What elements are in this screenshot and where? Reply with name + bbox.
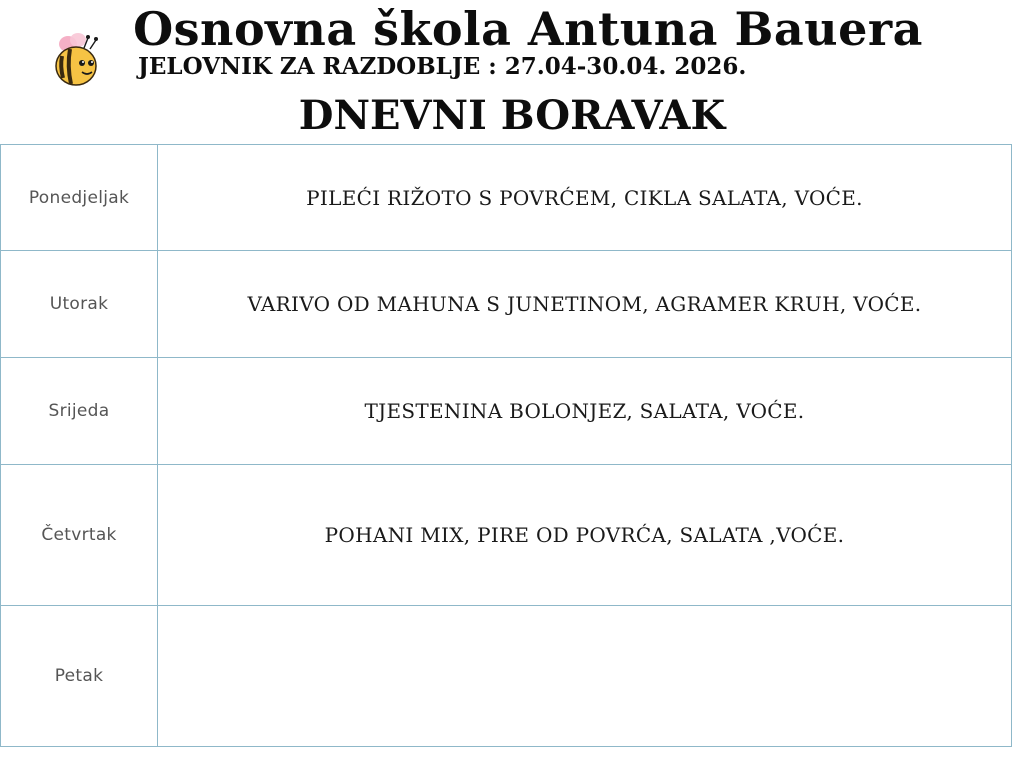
day-label: Četvrtak: [1, 465, 158, 606]
day-label: Srijeda: [1, 358, 158, 465]
table-row: [1, 251, 1012, 358]
program-title: DNEVNI BORAVAK: [298, 92, 726, 139]
day-label: Utorak: [1, 251, 158, 358]
table-row: [1, 606, 1012, 747]
meal-description: POHANI MIX, PIRE OD POVRĆA, SALATA ,VOĆE.: [158, 465, 1012, 606]
day-label: Ponedjeljak: [1, 145, 158, 251]
meal-description: PILEĆI RIŽOTO S POVRĆEM, CIKLA SALATA, VOĆE.: [158, 145, 1012, 251]
menu-table: [0, 144, 1012, 747]
table-row: [1, 145, 1012, 251]
page-header: [0, 0, 1024, 144]
meal-description: [158, 606, 1012, 747]
day-label: Petak: [1, 606, 158, 747]
table-row: [1, 465, 1012, 606]
school-name: Osnovna škola Antuna Bauera: [133, 2, 923, 56]
table-row: [1, 358, 1012, 465]
meal-description: VARIVO OD MAHUNA S JUNETINOM, AGRAMER KRUH, VOĆE.: [158, 251, 1012, 358]
meal-description: TJESTENINA BOLONJEZ, SALATA, VOĆE.: [158, 358, 1012, 465]
bee-icon: [50, 30, 106, 90]
menu-period: JELOVNIK ZA RAZDOBLJE : 27.04-30.04. 2026.: [138, 53, 747, 80]
